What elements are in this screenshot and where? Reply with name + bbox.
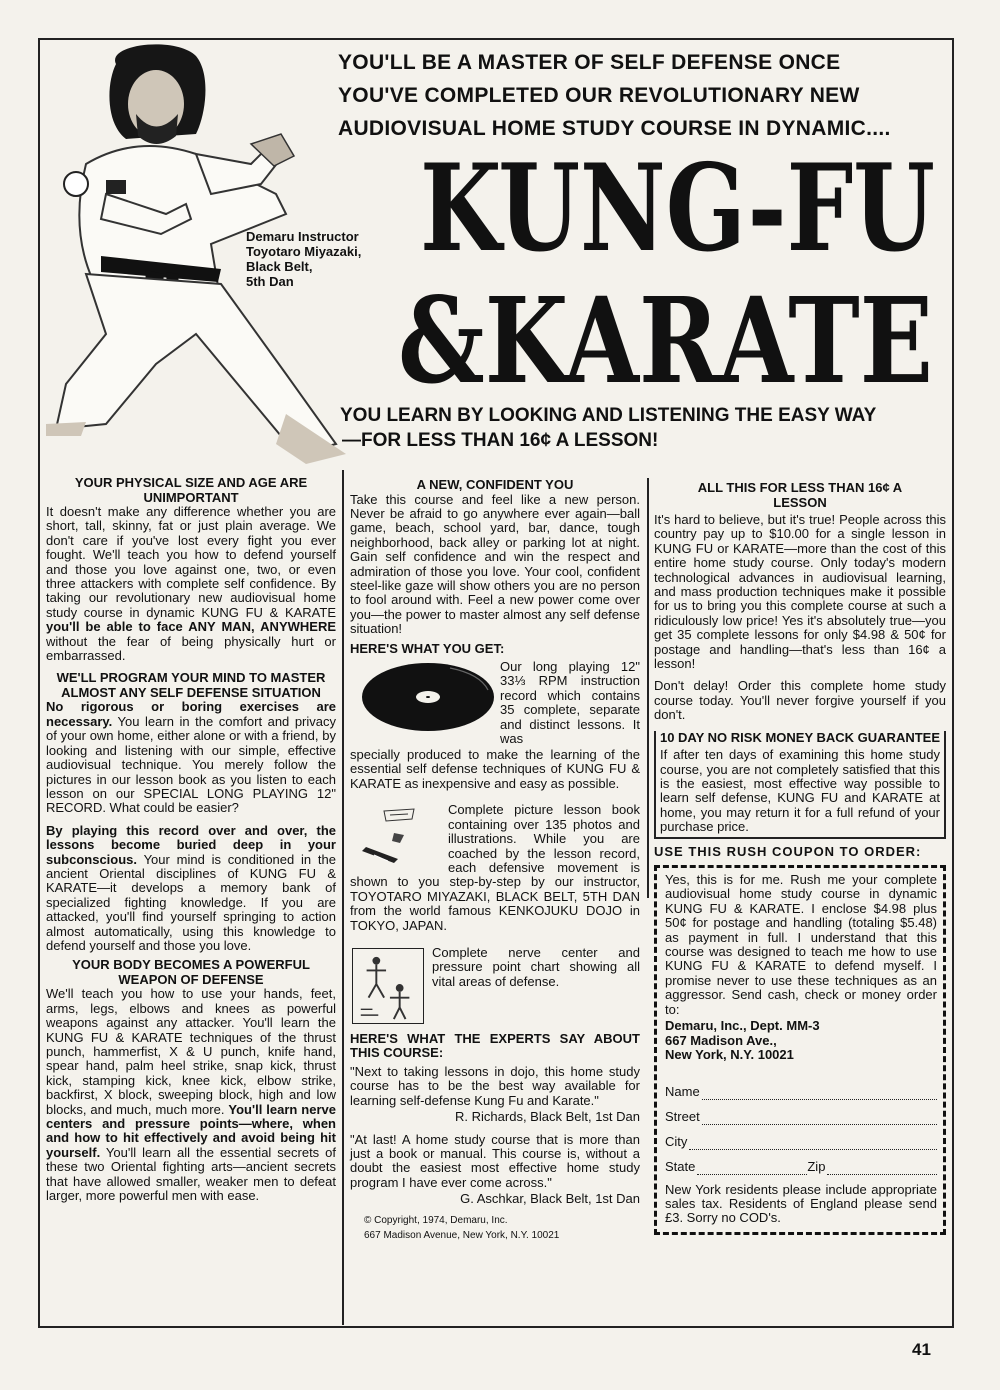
text-span: It doesn't make any difference whether you are short, tall, skinny, fat or just plain average. We don't care if you've lost every fight you ever fought. We'll teach you how to defend yourself and those you love against one, two, or even three attackers with complete self confidence. By taking our revolutionary new audiovisual home study course in dynamic KUNG FU & KARATE bbox=[46, 504, 336, 620]
guarantee-box bbox=[654, 731, 946, 839]
zip-line[interactable] bbox=[827, 1162, 937, 1175]
text-span: You learn in the comfort and privacy of your own home, either alone or with a friend, by looking and listening with our simple, effective audiovisual technique. You merely follow the pictures in our lesson book as you listen to each lesson on our SPECIAL LONG PLAYING 12" RECORD. What could be easier? bbox=[46, 713, 336, 816]
copyright-line-2: 667 Madison Avenue, New York, N.Y. 10021 bbox=[364, 1229, 560, 1241]
bold-span: By playing this record over and over, the lessons become buried deep in your subconscious. bbox=[46, 822, 336, 867]
coupon-text: Yes, this is for me. Rush me your complete audiovisual home study course in dynamic KUNG FU & KARATE. I enclose $4.98 plus 50¢ for postage and handling (totaling $5.48) as payment in full. I understand that this course was designed to teach me how to use KUNG FU & KARATE to defend myself. I promise never to use these techniques as an aggressor. Send cash, check or money order to: bbox=[665, 872, 937, 1017]
headline bbox=[338, 46, 938, 145]
column-1 bbox=[46, 476, 336, 1208]
coupon-title: USE THIS RUSH COUPON TO ORDER: bbox=[654, 843, 922, 859]
record-description: Our long playing 12" 33⅓ RPM instruction record which contains 35 complete, separate and distinct lessons. It was bbox=[500, 659, 640, 747]
street-label: Street bbox=[665, 1109, 700, 1125]
text-span: Your mind is conditioned in the ancient Oriental disciplines of KUNG FU & KARATE—it develops a memory bank of specialized fighting knowledge. If you are attacked, you'll find yourself springing to action almost automatically, using this knowledge to defend yourself and those you love. bbox=[46, 851, 336, 953]
logo-karate bbox=[398, 271, 938, 410]
zip-label: Zip bbox=[807, 1159, 826, 1175]
guarantee-text: If after ten days of examining this home study course, you are not completely satisfied that this is the easiest, most effective way possible to learn self defense, KUNG FU and KARATE at home, you may return it for a full refund of your purchase price. bbox=[660, 747, 940, 835]
column-divider-2 bbox=[647, 478, 649, 898]
vinyl-record-icon bbox=[360, 662, 496, 732]
column-2 bbox=[350, 478, 640, 1243]
address-line-1: Demaru, Inc., Dept. MM-3 bbox=[665, 1018, 820, 1034]
heading-what-you-get: HERE'S WHAT YOU GET: bbox=[350, 640, 505, 656]
bold-span: You'll learn nerve centers and pressure points—where, when and how to hit effectively and avoid being hit yourself. bbox=[46, 1101, 336, 1160]
address-line-2: 667 Madison Ave., bbox=[665, 1032, 777, 1048]
bold-span: you'll be able to face ANY MAN, ANYWHERE bbox=[46, 619, 336, 635]
heading-less-than-16c: ALL THIS FOR LESS THAN 16¢ A LESSON bbox=[697, 480, 903, 510]
heading-physical-size: YOUR PHYSICAL SIZE AND AGE ARE UNIMPORTANT bbox=[74, 475, 308, 505]
lesson-book-section bbox=[350, 803, 640, 938]
copyright-line-1: © Copyright, 1974, Demaru, Inc. bbox=[364, 1214, 508, 1226]
paragraph-subconscious bbox=[46, 824, 336, 954]
state-line[interactable] bbox=[697, 1162, 807, 1175]
coupon-footer: New York residents please include appropriate sales tax. Residents of England please send £3. Sorry no COD's. bbox=[665, 1181, 937, 1226]
quote-1: "Next to taking lessons in dojo, this home study course has to be the best way available for learning self-defense Kung Fu and Karate." bbox=[350, 1063, 640, 1108]
lesson-book-description: Complete picture lesson book containing over 135 photos and illustrations. While you are coached by the lesson record, each defensive movement is shown to you step-by-step by our instructor, TOYOTARO MIYAZAKI, BLACK BELT, 5TH DAN from the world famous KENKOJUKU DOJO in TOKYO, JAPAN. bbox=[350, 802, 640, 933]
heading-new-you: A NEW, CONFIDENT YOU bbox=[416, 477, 574, 492]
paragraph-body-weapon bbox=[46, 987, 336, 1203]
city-field[interactable] bbox=[665, 1125, 937, 1150]
caption-line-1: Demaru Instructor bbox=[246, 229, 359, 244]
name-line[interactable] bbox=[702, 1087, 937, 1100]
address-line-3: New York, N.Y. 10021 bbox=[665, 1047, 794, 1063]
name-field[interactable] bbox=[665, 1075, 937, 1100]
text-span: without the fear of being physically hurt or embarrassed. bbox=[46, 633, 336, 664]
quote-2-attribution: G. Aschkar, Black Belt, 1st Dan bbox=[460, 1191, 640, 1207]
paragraph-physical-size bbox=[46, 505, 336, 663]
state-label: State bbox=[665, 1159, 696, 1175]
subhead-line-1: YOU LEARN BY LOOKING AND LISTENING THE EASY WAY bbox=[340, 405, 877, 426]
coupon-address bbox=[665, 1019, 937, 1063]
photo-caption bbox=[246, 229, 386, 289]
paragraph-new-you: Take this course and feel like a new person. Never be afraid to go anywhere ever again—ball game, beach, school yard, bar, dance, tough neighborhood, back alley or parking lot at night. Gain self confidence and win the respect and admiration of those you love. Your cool, confident steel-like gaze will show others you are no person to fool around with. Feel a new power come over you—the power to master almost any self defense situation! bbox=[350, 491, 640, 637]
heading-experts: HERE'S WHAT THE EXPERTS SAY ABOUT THIS COURSE: bbox=[350, 1030, 640, 1061]
heading-program-mind: WE'LL PROGRAM YOUR MIND TO MASTER ALMOST ANY SELF DEFENSE SITUATION bbox=[56, 670, 326, 700]
caption-line-3: Black Belt, bbox=[246, 259, 313, 274]
record-description-continued: specially produced to make the learning of the essential self defense techniques of KUNG FU & KARATE as inexpensive and easy as possible. bbox=[350, 747, 640, 791]
paragraph-dont-delay: Don't delay! Order this complete home study course today. You'll never forgive yourself if you don't. bbox=[654, 678, 946, 723]
paragraph-program-mind bbox=[46, 700, 336, 815]
pressure-point-chart-icon bbox=[352, 948, 424, 1024]
heading-body-weapon: YOUR BODY BECOMES A POWERFUL WEAPON OF DEFENSE bbox=[72, 957, 310, 987]
city-line[interactable] bbox=[689, 1137, 937, 1150]
text-span: You'll learn all the essential secrets of these two Oriental fighting arts—ancient secrets that have allowed smaller, weaker men to defeat larger, more powerful men with ease. bbox=[46, 1144, 336, 1204]
subhead-line-2: —FOR LESS THAN 16¢ A LESSON! bbox=[342, 430, 659, 451]
record-section bbox=[350, 660, 640, 772]
guarantee-title: 10 DAY NO RISK MONEY BACK GUARANTEE bbox=[659, 729, 941, 745]
order-coupon[interactable] bbox=[654, 865, 946, 1235]
headline-line-2: YOU'VE COMPLETED OUR REVOLUTIONARY NEW bbox=[338, 84, 860, 107]
headline-line-1: YOU'LL BE A MASTER OF SELF DEFENSE ONCE bbox=[338, 51, 841, 74]
lesson-book-icon bbox=[354, 805, 440, 873]
street-field[interactable] bbox=[665, 1100, 937, 1125]
headline-line-3: AUDIOVISUAL HOME STUDY COURSE IN DYNAMIC.... bbox=[338, 117, 891, 140]
quote-2: "At last! A home study course that is more than just a book or manual. This course is, without a doubt the easiest most effective home study program I have ever come across." bbox=[350, 1131, 640, 1190]
caption-line-2: Toyotaro Miyazaki, bbox=[246, 244, 362, 259]
pressure-chart-section bbox=[350, 946, 640, 1026]
page-number: 41 bbox=[912, 1340, 931, 1359]
column-divider-1 bbox=[342, 470, 344, 1325]
text-span: We'll teach you how to use your hands, feet, arms, legs, elbows and knees as powerful weapons against any attacker. You'll learn the KUNG FU & KARATE techniques of the thrust punch, hammerfist, X & U punch, knife hand, spear hand, palm heel strike, snap kick, thrust kick, stamping kick, knee kick, elbow strike, backfirst, X block, sweeping block, high and low blocks, and much, much more. bbox=[46, 986, 336, 1117]
pressure-chart-description: Complete nerve center and pressure point chart showing all vital areas of defense. bbox=[432, 944, 640, 989]
subheadline bbox=[340, 403, 950, 453]
name-label: Name bbox=[665, 1084, 700, 1100]
copyright bbox=[364, 1213, 640, 1243]
city-label: City bbox=[665, 1134, 688, 1150]
bold-span: No rigorous or boring exercises are necessary. bbox=[46, 699, 336, 729]
paragraph-price: It's hard to believe, but it's true! People across this country pay up to $10.00 for a single lesson in KUNG FU or KARATE—more than the cost of this entire home study course. Only today's modern technological advances in audiovisual learning, and mass production techniques make it possible for us to bring you this complete course at such a ridiculously low price! Yes it's absolutely true—you get 35 complete lessons for only $4.98 & 50¢ for postage and handling—that's less than 16¢ a lesson! bbox=[654, 512, 946, 672]
quote-1-attribution: R. Richards, Black Belt, 1st Dan bbox=[455, 1109, 640, 1125]
state-zip-field[interactable] bbox=[665, 1150, 937, 1175]
caption-line-4: 5th Dan bbox=[246, 274, 294, 289]
logo-kung-fu bbox=[420, 138, 940, 279]
logo-line-1: KUNG-FU bbox=[420, 138, 935, 279]
column-3 bbox=[654, 481, 946, 1235]
logo-line-2: &KARATE bbox=[398, 271, 933, 410]
street-line[interactable] bbox=[702, 1112, 937, 1125]
